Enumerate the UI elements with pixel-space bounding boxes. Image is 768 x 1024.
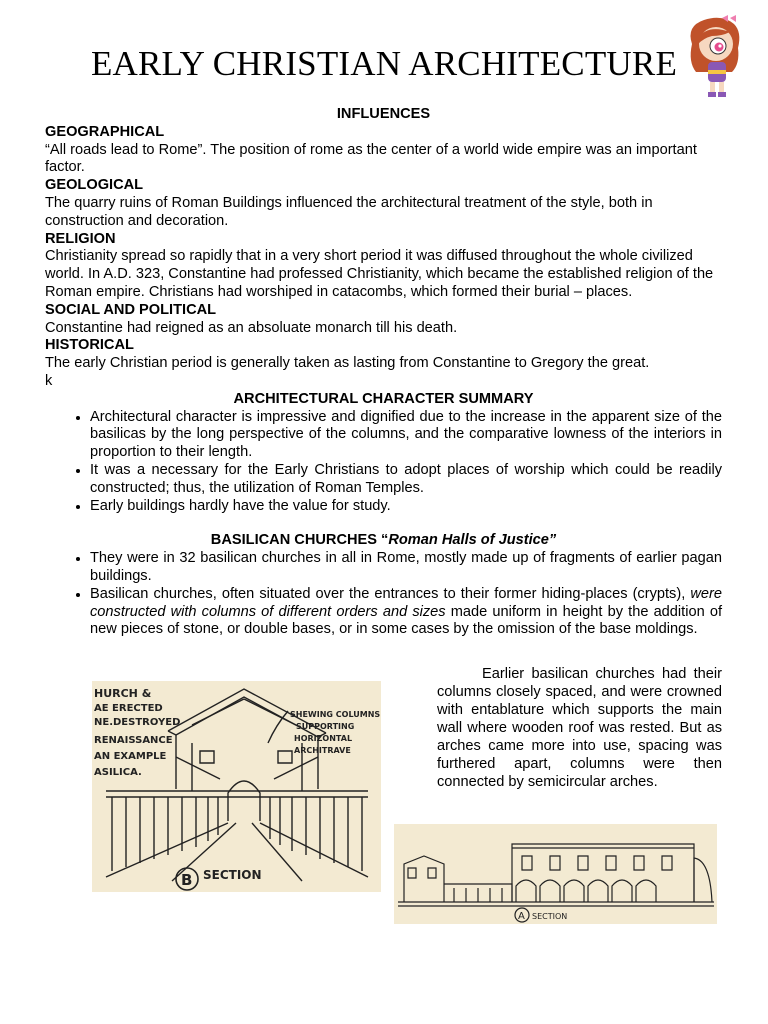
figure-b-note-line: SUPPORTING	[296, 722, 355, 731]
character-list	[45, 409, 722, 516]
geographical-text: “All roads lead to Rome”. The position of rome as the center of a world wide empire was an important factor.	[45, 141, 697, 176]
figure-a-marker: A	[518, 911, 525, 922]
figure-b-marker: B	[181, 871, 193, 889]
bullet2-text-b: made uniform in height by the addition of new pieces of stone, or double bases, or in some cases by the omission of the base moldings.	[90, 603, 723, 638]
list-item: • It was a necessary for the Early Christians to adopt places of worship which could be readily constructed; thus, the utilization of Roman Temples.	[90, 462, 722, 498]
social-political-text: Constantine had reigned as an absoluate monarch till his death.	[45, 319, 458, 336]
stray-character: k	[45, 372, 53, 389]
figure-b-caption-line: RENAISSANCE	[94, 735, 173, 746]
list-item: • Early buildings hardly have the value for study.	[90, 498, 722, 516]
figure-b-note-line: SHEWING COLUMNS	[290, 710, 381, 719]
figure-b-note-line: HORIZONTAL	[294, 734, 353, 743]
figure-b-note-line: ARCHITRAVE	[294, 746, 351, 755]
figure-a-label: SECTION	[532, 912, 568, 921]
figure-b-caption-line: NE.DESTROYED	[94, 717, 181, 728]
geological-text: The quarry ruins of Roman Buildings influenced the architectural treatment of the style, both in construction and decoration.	[45, 194, 653, 229]
figure-b-caption-line: HURCH &	[94, 687, 152, 700]
social-political-heading: SOCIAL AND POLITICAL	[45, 301, 217, 318]
columns-paragraph: Earlier basilican churches had their columns closely spaced, and were crowned with entablature which supports the main wall where wooden roof was rested. But as arches came more into use, spacing was furthered apart, columns were then connected by semicircular arches.	[437, 666, 722, 790]
basilican-heading	[45, 532, 722, 550]
bullet2-text-italic: were constructed with columns of different orders and sizes	[90, 585, 722, 620]
basilican-heading-plain: BASILICAN CHURCHES “	[210, 532, 389, 549]
historical-text: The early Christian period is generally taken as lasting from Constantine to Gregory the great.	[45, 355, 650, 372]
historical-heading: HISTORICAL	[45, 337, 134, 354]
basilican-list	[45, 550, 722, 639]
geographical-heading: GEOGRAPHICAL	[45, 123, 165, 140]
list-item	[90, 586, 722, 639]
influences-heading: INFLUENCES	[336, 106, 431, 122]
basilican-heading-italic: Roman Halls of Justice”	[388, 532, 557, 549]
religion-text: Christianity spread so rapidly that in a very short period it was diffused throughout the whole civilized world. In A.D. 323, Constantine had professed Christianity, which became the established religion of the Roman empire. Christians had worshiped in catacombs, which formed their burial – places.	[45, 248, 714, 300]
basilica-section-a-figure	[394, 824, 717, 924]
figure-b-caption-line: ASILICA.	[94, 767, 142, 778]
cartoon-girl-image	[682, 14, 744, 100]
religion-heading: RELIGION	[45, 230, 116, 247]
bullet2-text-a: Basilican churches, often situated over the entrances to their former hiding-places (crypts),	[90, 585, 691, 602]
character-heading: ARCHITECTURAL CHARACTER SUMMARY	[233, 390, 534, 407]
basilica-section-b-figure	[92, 681, 381, 892]
figure-b-caption-line: AE ERECTED	[94, 703, 163, 714]
figure-b-caption-line: AN EXAMPLE	[94, 751, 167, 762]
main-content	[45, 106, 722, 639]
page-title: EARLY CHRISTIAN ARCHITECTURE	[90, 44, 678, 83]
geological-heading: GEOLOGICAL	[45, 177, 144, 194]
figure-b-label: SECTION	[203, 868, 262, 882]
list-item: • Architectural character is impressive and dignified due to the increase in the apparent size of the basilicas by the long perspective of the columns, and the comparative lowness of the interiors in proportion to their length.	[90, 409, 722, 462]
list-item: • They were in 32 basilican churches in all in Rome, mostly made up of fragments of earlier pagan buildings.	[90, 550, 722, 586]
